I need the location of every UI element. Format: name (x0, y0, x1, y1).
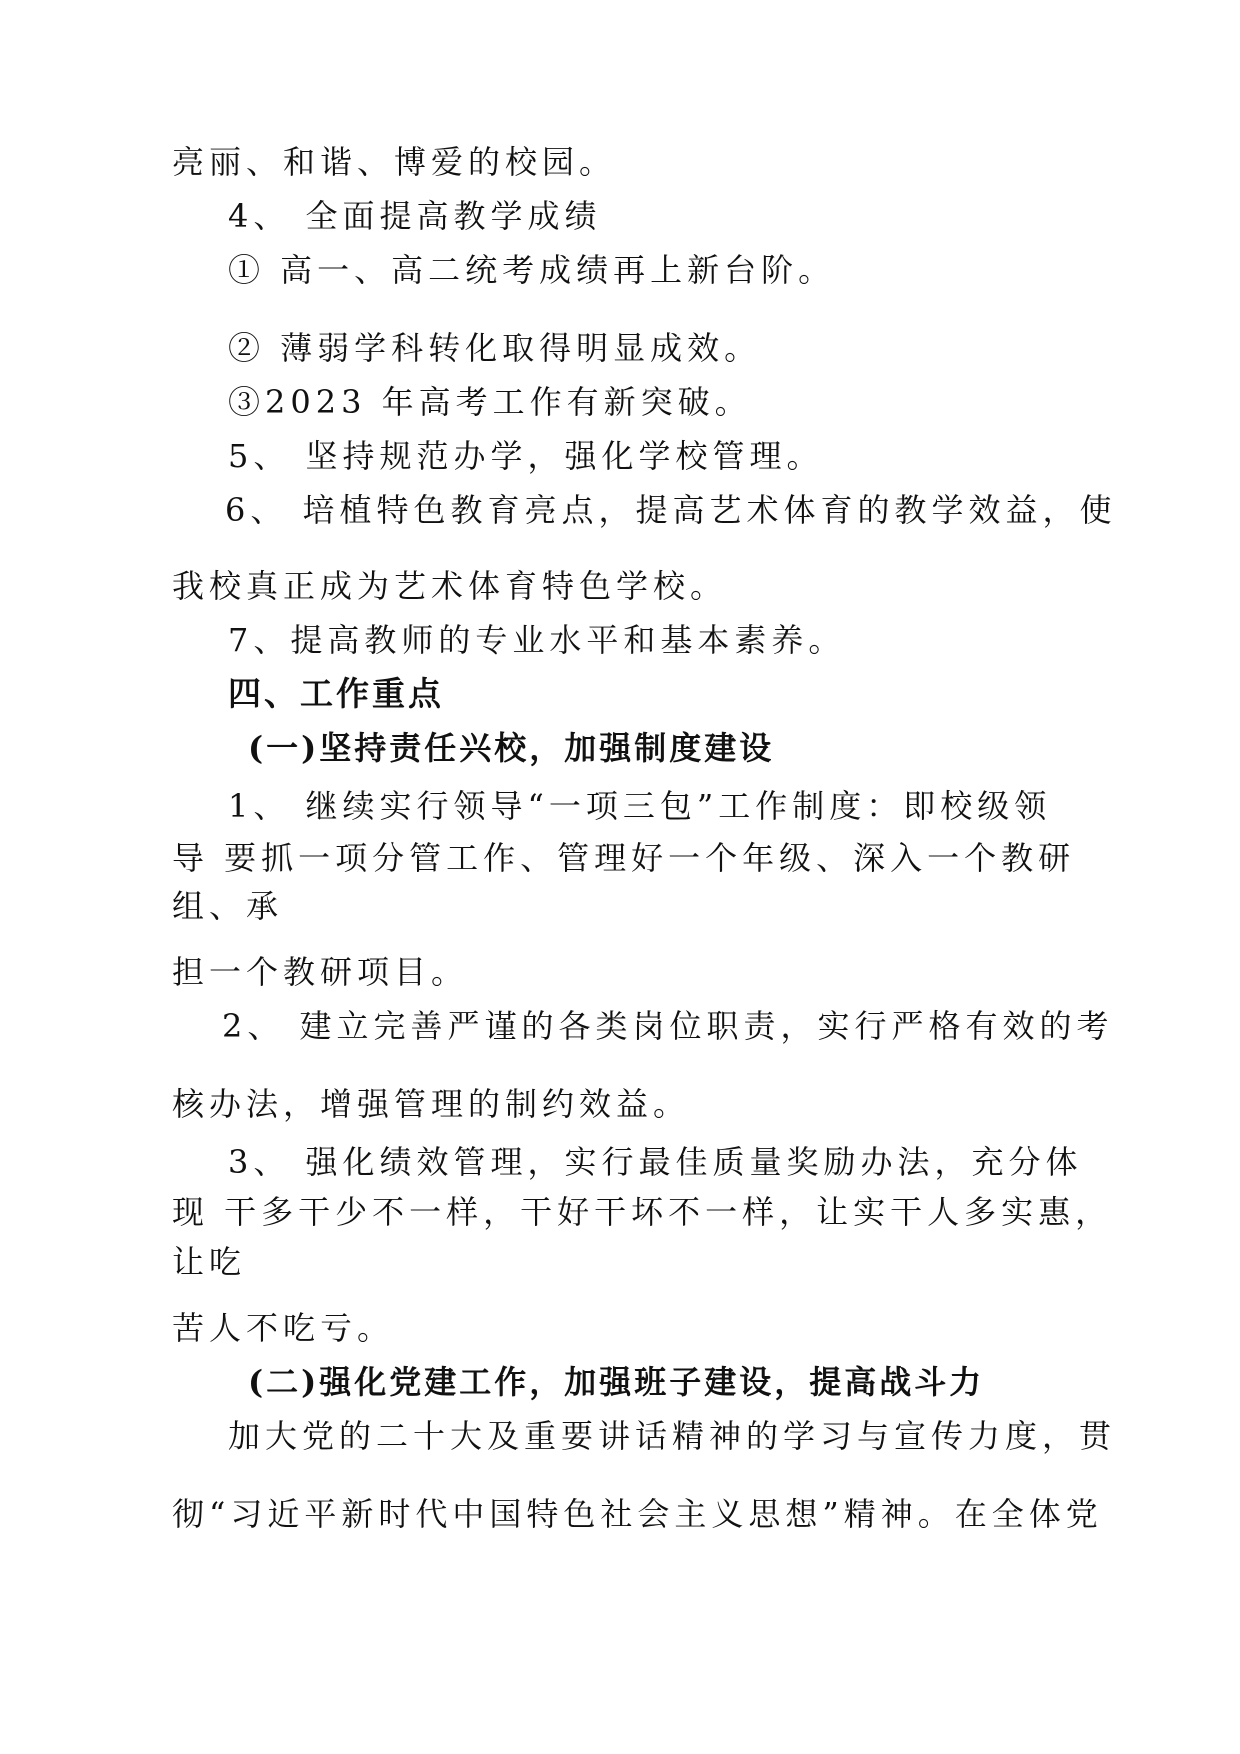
list-item-7: 7、提高教师的专业水平和基本素养。 (228, 621, 846, 659)
sub-item-1: ① 高一、高二统考成绩再上新台阶。 (228, 251, 836, 289)
paragraph-line: 担一个教研项目。 (172, 953, 469, 991)
subsection-heading-2: (二)强化党建工作，加强班子建设，提高战斗力 (248, 1363, 985, 1401)
list-item-2: 2、 建立完善严谨的各类岗位职责，实行严格有效的考 (222, 1007, 1114, 1045)
list-item-6: 6、 培植特色教育亮点，提高艺术体育的教学效益，使 (225, 491, 1117, 529)
paragraph-line: 加大党的二十大及重要讲话精神的学习与宣传力度，贯 (228, 1417, 1117, 1455)
sub-item-3: ③2023 年高考工作有新突破。 (228, 383, 752, 421)
paragraph-line: 让吃 (172, 1243, 247, 1281)
paragraph-line: 亮丽、和谐、博爱的校园。 (172, 143, 617, 181)
paragraph-line: 导 要抓一项分管工作、管理好一个年级、深入一个教研 (172, 839, 1076, 877)
subsection-heading-1: (一)坚持责任兴校，加强制度建设 (248, 729, 775, 767)
paragraph-line: 现 干多干少不一样，干好干坏不一样，让实干人多实惠， (172, 1193, 1113, 1231)
list-item-3: 3、 强化绩效管理，实行最佳质量奖励办法，充分体 (228, 1143, 1083, 1181)
paragraph-line: 彻“习近平新时代中国特色社会主义思想”精神。在全体党 (172, 1495, 1103, 1533)
paragraph-line: 苦人不吃亏。 (172, 1309, 395, 1347)
section-heading: 四、工作重点 (228, 674, 444, 713)
paragraph-line: 组、承 (172, 887, 284, 925)
paragraph-line: 我校真正成为艺术体育特色学校。 (172, 567, 728, 605)
list-item-5: 5、 坚持规范办学，强化学校管理。 (228, 437, 824, 475)
paragraph-line: 核办法，增强管理的制约效益。 (172, 1085, 691, 1123)
sub-item-2: ② 薄弱学科转化取得明显成效。 (228, 329, 762, 367)
list-item-4: 4、 全面提高教学成绩 (228, 197, 602, 235)
list-item-1: 1、 继续实行领导“一项三包”工作制度：即校级领 (228, 787, 1052, 825)
